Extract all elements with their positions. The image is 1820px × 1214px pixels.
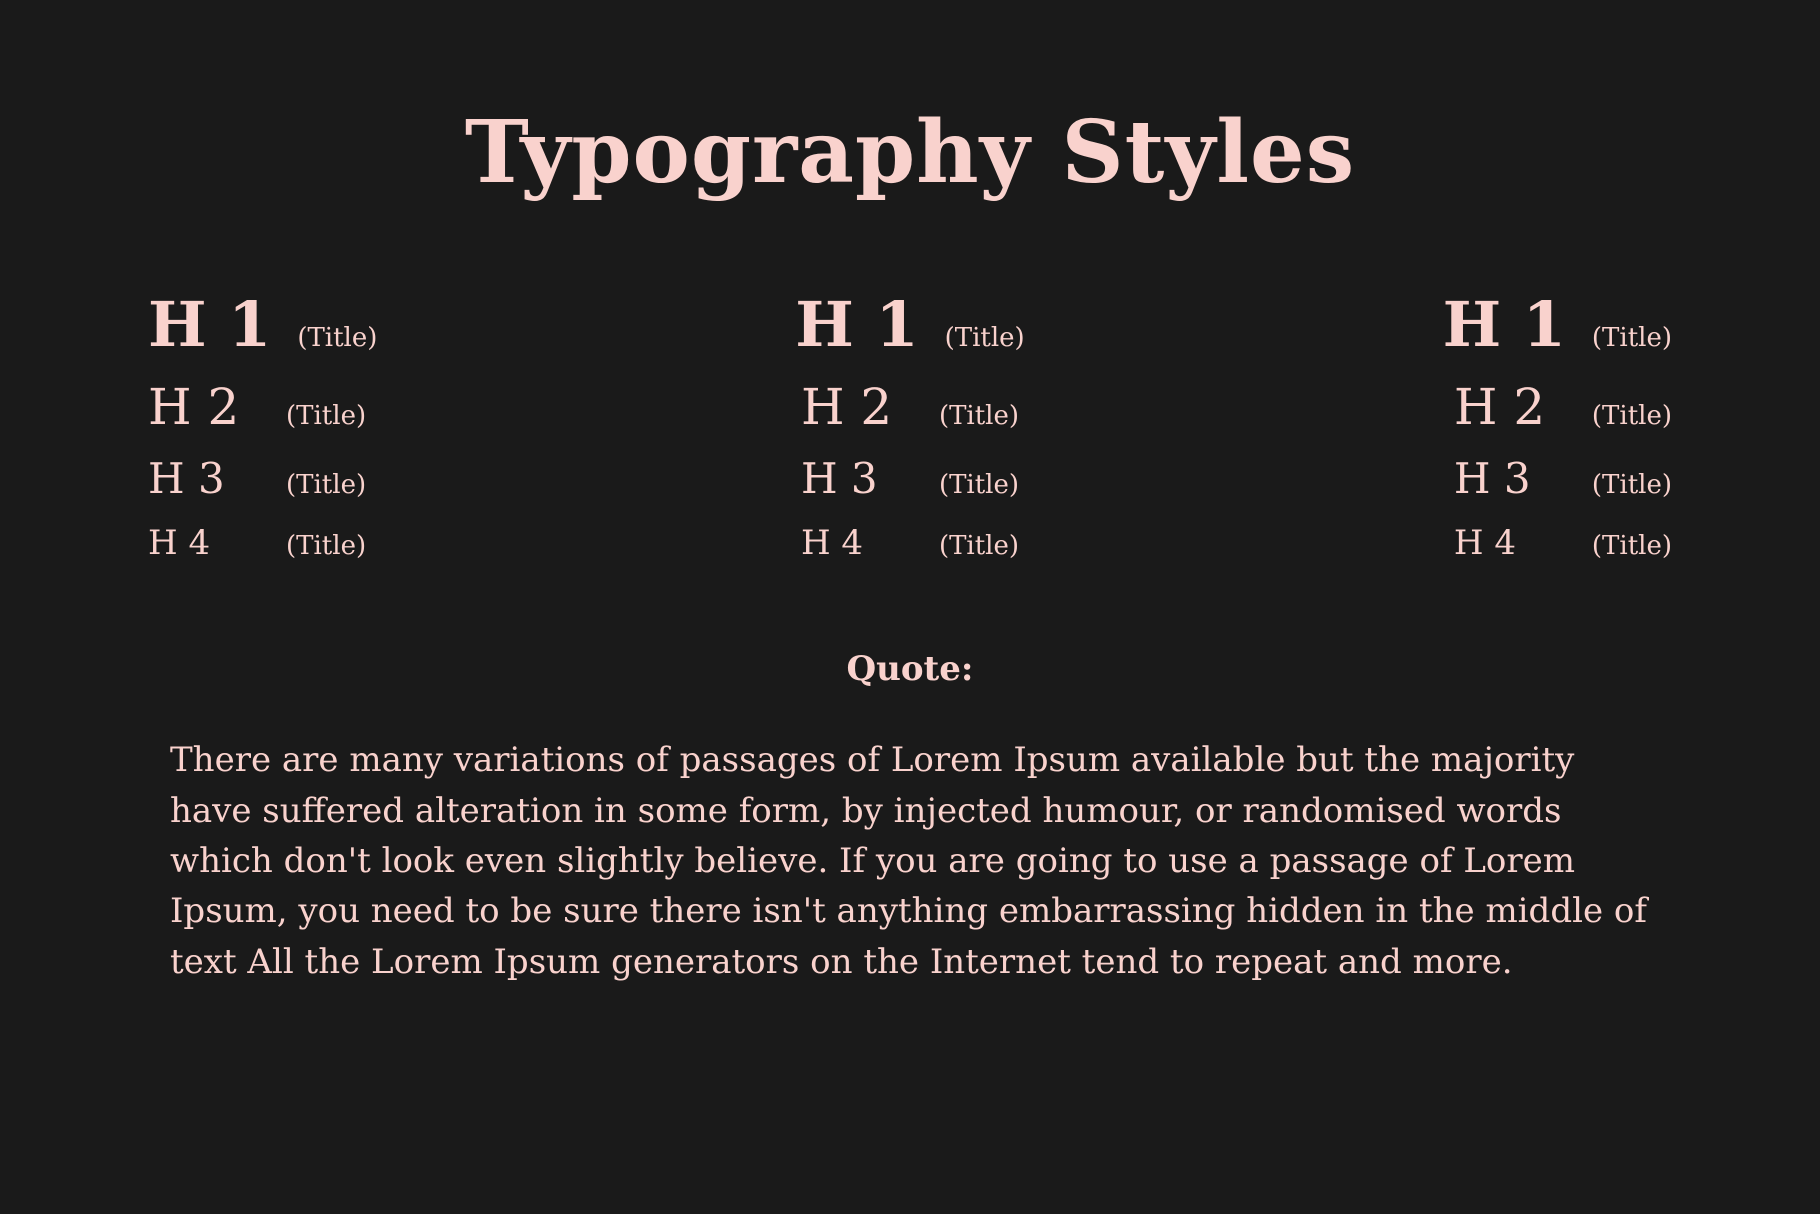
h3-sample: H 3	[148, 454, 225, 504]
h2-label: (Title)	[286, 401, 367, 432]
h2-sample: H 2	[148, 378, 240, 437]
typography-column-2	[659, 288, 1162, 587]
h1-label: (Title)	[297, 323, 378, 354]
h2-label: (Title)	[938, 401, 1020, 432]
h3-sample: H 3	[800, 454, 878, 504]
h1-sample: H 1	[795, 288, 919, 362]
h2-sample: H 2	[1453, 378, 1546, 437]
h3-label: (Title)	[286, 470, 367, 501]
quote-body: There are many variations of passages of Lorem Ipsum available but the majority have suffered alteration in some form, by injected humour, or randomised words which don't look even slightly believe. If you are going to use a passage of Lorem Ipsum, you need to be sure there isn't anything embarrassing hidden in the middle of text All the Lorem Ipsum generators on the Internet tend to repeat and more.	[170, 740, 1647, 982]
h1-label: (Title)	[1591, 323, 1672, 354]
h3-sample: H 3	[1453, 454, 1531, 504]
h1-sample: H 1	[1442, 288, 1566, 362]
typography-columns	[0, 198, 1820, 587]
page-title: Typography Styles	[464, 102, 1356, 203]
heading-row-h4	[1453, 523, 1672, 564]
heading-row-h3	[148, 454, 651, 504]
heading-row-h2	[148, 378, 651, 437]
h4-label: (Title)	[286, 531, 367, 562]
h2-sample: H 2	[800, 378, 893, 437]
heading-row-h4	[800, 523, 1020, 564]
h4-sample: H 4	[148, 523, 211, 564]
heading-row-h1	[795, 288, 1025, 362]
heading-row-h2	[800, 378, 1020, 437]
h4-label: (Title)	[938, 531, 1020, 562]
heading-row-h3	[1453, 454, 1672, 504]
h4-sample: H 4	[1453, 523, 1516, 564]
h4-sample: H 4	[800, 523, 864, 564]
heading-row-h4	[148, 523, 651, 564]
typography-column-3	[1169, 288, 1672, 587]
h1-sample: H 1	[148, 288, 272, 362]
heading-row-h3	[800, 454, 1020, 504]
h2-label: (Title)	[1591, 401, 1672, 432]
quote-label: Quote:	[846, 649, 974, 690]
heading-row-h1	[148, 288, 651, 362]
h3-label: (Title)	[938, 470, 1020, 501]
heading-row-h1	[1442, 288, 1672, 362]
heading-row-h2	[1453, 378, 1672, 437]
h3-label: (Title)	[1591, 470, 1672, 501]
h1-label: (Title)	[944, 323, 1025, 354]
typography-column-1	[148, 288, 651, 587]
h4-label: (Title)	[1591, 531, 1672, 562]
